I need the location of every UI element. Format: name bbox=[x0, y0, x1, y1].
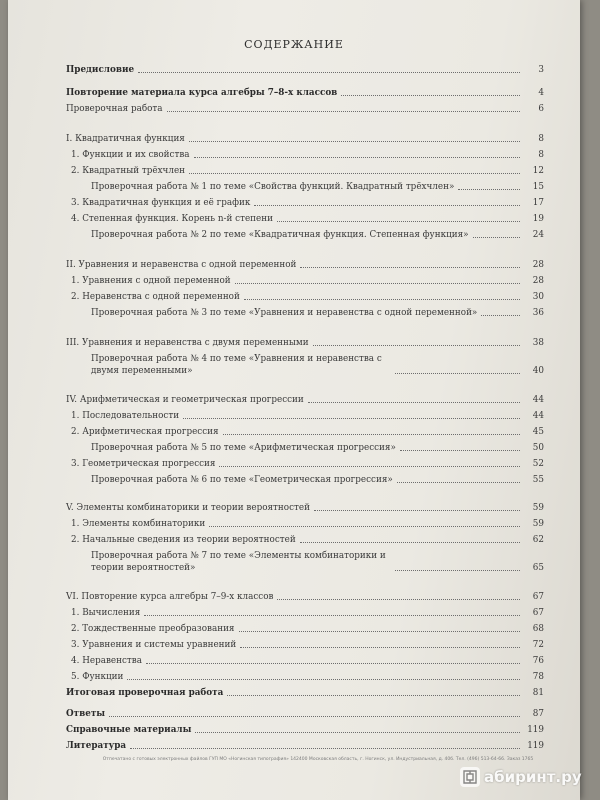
toc-entry bbox=[8, 685, 580, 699]
toc-leader-dots bbox=[254, 205, 520, 206]
toc-leader-dots bbox=[341, 95, 520, 96]
toc-entry-page: 8 bbox=[538, 134, 544, 144]
toc-entry-page: 65 bbox=[532, 563, 544, 573]
toc-entry bbox=[8, 621, 580, 635]
toc-entry-label: Проверочная работа № 5 по теме «Арифметическая прогрессия» bbox=[91, 443, 396, 453]
toc-leader-dots bbox=[195, 732, 520, 733]
toc-leader-dots bbox=[219, 466, 520, 467]
toc-entry-page: 6 bbox=[538, 104, 544, 114]
toc-entry bbox=[8, 500, 580, 514]
toc-entry-label: 2. Арифметическая прогрессия bbox=[71, 427, 219, 437]
toc-entry bbox=[8, 195, 580, 209]
toc-leader-dots bbox=[300, 542, 520, 543]
toc-entry-label: 2. Квадратный трёхчлен bbox=[71, 166, 186, 176]
toc-entry-page: 4 bbox=[538, 88, 544, 98]
toc-entry-label: 2. Неравенства с одной переменной bbox=[71, 292, 240, 302]
toc-entry bbox=[8, 163, 580, 177]
table-of-contents bbox=[8, 0, 580, 760]
toc-leader-dots bbox=[130, 748, 520, 749]
toc-entry-label: 3. Квадратичная функция и её график bbox=[71, 198, 251, 208]
toc-leader-dots bbox=[209, 526, 520, 527]
toc-leader-dots bbox=[397, 482, 520, 483]
toc-entry-page: 12 bbox=[532, 166, 544, 176]
toc-entry-label: I. Квадратичная функция bbox=[66, 134, 185, 144]
toc-entry bbox=[8, 392, 580, 406]
toc-entry-label: Итоговая проверочная работа bbox=[66, 688, 224, 698]
printer-imprint: Отпечатано с готовых электронных файлов ГУП МО «Ногинская типография» 142400 Московская область, г. Ногинск, ул. Индустриальная, д. 40б. Тел. (496) 513-64-66. Заказ 1765 bbox=[102, 757, 534, 762]
toc-entry-page: 50 bbox=[532, 443, 544, 453]
toc-entry-label: Ответы bbox=[66, 709, 106, 719]
toc-entry bbox=[8, 589, 580, 603]
toc-entry bbox=[8, 669, 580, 683]
toc-entry bbox=[8, 335, 580, 349]
toc-entry bbox=[8, 472, 580, 486]
toc-entry bbox=[8, 424, 580, 438]
toc-leader-dots bbox=[277, 221, 520, 222]
toc-entry-page: 62 bbox=[532, 535, 544, 545]
toc-entry-label: Повторение материала курса алгебры 7–8-х классов bbox=[66, 88, 338, 98]
toc-entry-page: 30 bbox=[532, 292, 544, 302]
toc-entry-page: 45 bbox=[532, 427, 544, 437]
toc-entry-page: 119 bbox=[527, 741, 544, 751]
toc-leader-dots bbox=[395, 570, 520, 571]
toc-entry-page: 17 bbox=[532, 198, 544, 208]
toc-leader-dots bbox=[400, 450, 520, 451]
toc-entry bbox=[8, 637, 580, 651]
toc-entry-page: 76 bbox=[532, 656, 544, 666]
toc-entry-page: 44 bbox=[532, 411, 544, 421]
toc-entry bbox=[8, 257, 580, 271]
toc-leader-dots bbox=[223, 434, 520, 435]
toc-entry bbox=[8, 738, 580, 752]
toc-entry-page: 67 bbox=[532, 592, 544, 602]
toc-entry-label: 5. Функции bbox=[71, 672, 124, 682]
toc-entry-page: 28 bbox=[532, 276, 544, 286]
toc-entry bbox=[8, 706, 580, 720]
toc-entry-page: 40 bbox=[532, 366, 544, 376]
toc-entry-page: 67 bbox=[532, 608, 544, 618]
toc-entry-label: IV. Арифметическая и геометрическая прогрессии bbox=[66, 395, 304, 405]
toc-entry bbox=[8, 211, 580, 225]
toc-leader-dots bbox=[473, 237, 520, 238]
toc-entry-label: Проверочная работа № 7 по теме «Элементы комбинаторики и теории вероятностей» bbox=[91, 551, 386, 573]
toc-leader-dots bbox=[127, 679, 520, 680]
toc-entry-page: 3 bbox=[538, 65, 544, 75]
toc-entry-page: 15 bbox=[532, 182, 544, 192]
toc-entry bbox=[8, 532, 580, 546]
toc-entry-page: 36 bbox=[532, 308, 544, 318]
toc-leader-dots bbox=[227, 695, 520, 696]
toc-entry-page: 55 bbox=[532, 475, 544, 485]
toc-entry-page: 38 bbox=[532, 338, 544, 348]
toc-entry-label: Проверочная работа № 1 по теме «Свойства функций. Квадратный трёхчлен» bbox=[91, 182, 455, 192]
toc-entry-label: V. Элементы комбинаторики и теории вероятностей bbox=[66, 503, 310, 513]
toc-entry-label: Предисловие bbox=[66, 65, 135, 75]
toc-entry bbox=[8, 440, 580, 454]
toc-entry-label: 1. Уравнения с одной переменной bbox=[71, 276, 231, 286]
toc-leader-dots bbox=[235, 283, 520, 284]
toc-entry bbox=[8, 227, 580, 241]
toc-entry bbox=[8, 289, 580, 303]
toc-leader-dots bbox=[277, 599, 520, 600]
toc-entry-page: 59 bbox=[532, 519, 544, 529]
toc-entry-label: 3. Уравнения и системы уравнений bbox=[71, 640, 237, 650]
toc-entry-label: 3. Геометрическая прогрессия bbox=[71, 459, 216, 469]
toc-entry-label: 4. Степенная функция. Корень n-й степени bbox=[71, 214, 273, 224]
toc-entry bbox=[8, 516, 580, 530]
toc-entry-page: 81 bbox=[532, 688, 544, 698]
toc-entry-page: 72 bbox=[532, 640, 544, 650]
toc-entry-label: 2. Тождественные преобразования bbox=[71, 624, 235, 634]
toc-entry bbox=[8, 85, 580, 99]
toc-entry-label: 1. Функции и их свойства bbox=[71, 150, 190, 160]
toc-entry bbox=[8, 548, 580, 574]
toc-entry-label: Проверочная работа № 2 по теме «Квадратичная функция. Степенная функция» bbox=[91, 230, 469, 240]
toc-entry-label: 1. Последовательности bbox=[71, 411, 180, 421]
toc-entry bbox=[8, 653, 580, 667]
toc-entry bbox=[8, 147, 580, 161]
toc-leader-dots bbox=[183, 418, 520, 419]
watermark-text: абиринт.ру bbox=[484, 768, 582, 786]
toc-entry-label: Проверочная работа № 6 по теме «Геометрическая прогрессия» bbox=[91, 475, 393, 485]
book-page bbox=[8, 0, 580, 800]
toc-entry bbox=[8, 62, 580, 76]
toc-entry-page: 68 bbox=[532, 624, 544, 634]
toc-leader-dots bbox=[481, 315, 520, 316]
toc-entry-page: 52 bbox=[532, 459, 544, 469]
toc-entry-page: 59 bbox=[532, 503, 544, 513]
toc-entry bbox=[8, 131, 580, 145]
toc-leader-dots bbox=[458, 189, 520, 190]
toc-leader-dots bbox=[167, 111, 520, 112]
watermark bbox=[460, 764, 600, 790]
toc-entry-label: Проверочная работа № 3 по теме «Уравнения и неравенства с одной переменной» bbox=[91, 308, 478, 318]
toc-entry bbox=[8, 722, 580, 736]
toc-entry-page: 119 bbox=[527, 725, 544, 735]
toc-entry bbox=[8, 351, 580, 377]
toc-leader-dots bbox=[239, 631, 521, 632]
toc-leader-dots bbox=[109, 716, 520, 717]
toc-leader-dots bbox=[300, 267, 520, 268]
toc-entry-page: 87 bbox=[532, 709, 544, 719]
toc-entry-page: 19 bbox=[532, 214, 544, 224]
toc-entry-label: 1. Элементы комбинаторики bbox=[71, 519, 206, 529]
toc-entry-label: Литература bbox=[66, 741, 127, 751]
toc-entry-label: VI. Повторение курса алгебры 7–9-х классов bbox=[66, 592, 274, 602]
toc-entry-label: II. Уравнения и неравенства с одной переменной bbox=[66, 260, 297, 270]
labyrinth-logo-icon bbox=[460, 767, 480, 787]
toc-entry-page: 78 bbox=[532, 672, 544, 682]
toc-leader-dots bbox=[194, 157, 520, 158]
toc-leader-dots bbox=[314, 510, 520, 511]
toc-leader-dots bbox=[189, 141, 520, 142]
toc-entry-page: 28 bbox=[532, 260, 544, 270]
toc-leader-dots bbox=[313, 345, 520, 346]
toc-entry bbox=[8, 605, 580, 619]
toc-leader-dots bbox=[395, 373, 520, 374]
toc-entry-label: 1. Вычисления bbox=[71, 608, 141, 618]
toc-entry bbox=[8, 101, 580, 115]
toc-leader-dots bbox=[138, 72, 520, 73]
toc-entry bbox=[8, 305, 580, 319]
toc-leader-dots bbox=[146, 663, 520, 664]
toc-entry-label: III. Уравнения и неравенства с двумя переменными bbox=[66, 338, 309, 348]
toc-entry-page: 24 bbox=[532, 230, 544, 240]
toc-entry-label: Справочные материалы bbox=[66, 725, 192, 735]
toc-leader-dots bbox=[308, 402, 520, 403]
toc-entry bbox=[8, 456, 580, 470]
toc-entry-page: 8 bbox=[538, 150, 544, 160]
toc-leader-dots bbox=[244, 299, 520, 300]
toc-entry bbox=[8, 273, 580, 287]
toc-entry bbox=[8, 408, 580, 422]
toc-leader-dots bbox=[240, 647, 520, 648]
toc-entry-label: Проверочная работа bbox=[66, 104, 163, 114]
toc-leader-dots bbox=[189, 173, 520, 174]
toc-entry-label: Проверочная работа № 4 по теме «Уравнения и неравенства с двумя переменными» bbox=[91, 354, 382, 376]
toc-entry bbox=[8, 179, 580, 193]
page-title: СОДЕРЖАНИЕ bbox=[244, 38, 344, 51]
toc-entry-page: 44 bbox=[532, 395, 544, 405]
toc-leader-dots bbox=[144, 615, 520, 616]
toc-entry-label: 4. Неравенства bbox=[71, 656, 142, 666]
toc-entry-label: 2. Начальные сведения из теории вероятностей bbox=[71, 535, 296, 545]
